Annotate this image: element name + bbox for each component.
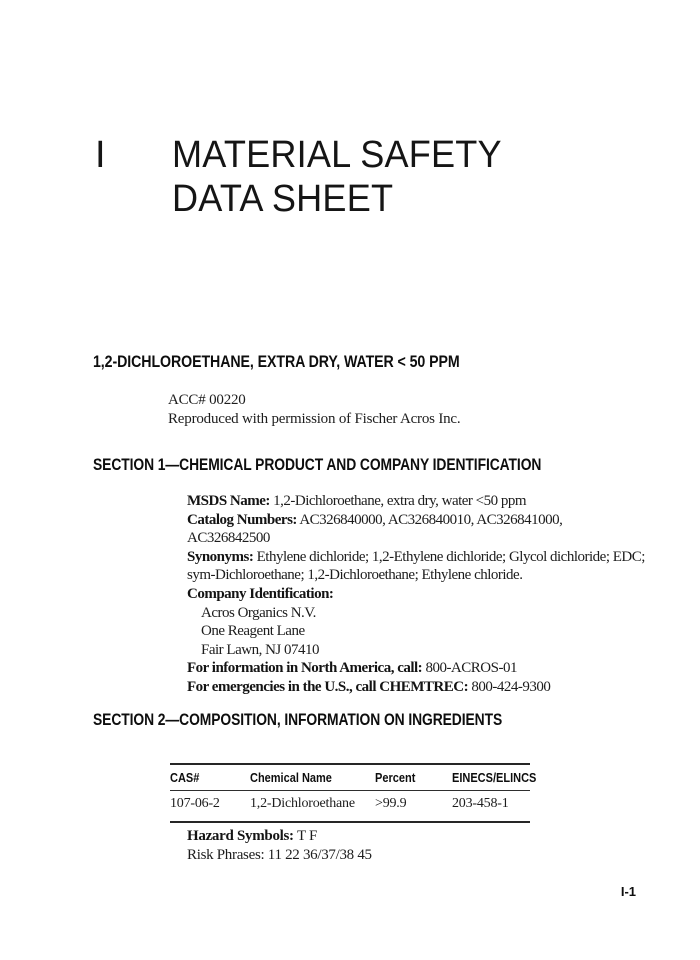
hazard-symbols-value: T F: [293, 828, 318, 844]
chapter-numeral: I: [95, 134, 106, 176]
section2-heading: SECTION 2—COMPOSITION, INFORMATION ON INGREDIENTS: [93, 711, 503, 729]
info-phone-value: 800-ACROS-01: [422, 660, 517, 677]
info-phone-label: For information in North America, call:: [187, 660, 423, 677]
catalog-numbers-value: AC326840000, AC326840010, AC326841000,: [296, 511, 563, 528]
msds-name-line: [187, 492, 645, 511]
col-header-chemical-name: Chemical Name: [250, 771, 332, 785]
section1-heading: SECTION 1—CHEMICAL PRODUCT AND COMPANY IDENTIFICATION: [93, 456, 542, 474]
synonyms-label: Synonyms:: [187, 548, 254, 565]
emergency-phone-label: For emergencies in the U.S., call CHEMTREC:: [187, 678, 469, 695]
company-street: One Reagent Lane: [201, 623, 305, 640]
chapter-title: [172, 133, 502, 221]
catalog-numbers-continuation: AC326842500: [187, 530, 270, 547]
emergency-phone-value: 800-424-9300: [468, 678, 551, 695]
catalog-numbers-label: Catalog Numbers:: [187, 511, 297, 528]
page-number: I-1: [620, 884, 636, 899]
product-meta: [168, 391, 460, 428]
col-header-percent: Percent: [375, 771, 416, 785]
company-name: Acros Organics N.V.: [201, 604, 316, 621]
ingredients-table: [170, 763, 537, 823]
hazard-symbols-label: Hazard Symbols:: [187, 828, 294, 844]
msds-name-value: 1,2-Dichloroethane, extra dry, water <50 ppm: [269, 493, 527, 509]
table-row: [170, 791, 530, 821]
chapter-title-line2: DATA SHEET: [172, 178, 394, 220]
col-header-cas: CAS#: [170, 771, 200, 785]
cell-chemical-name: 1,2-Dichloroethane: [250, 796, 355, 811]
synonyms-line: [187, 548, 645, 567]
company-identification-label: Company Identification:: [187, 585, 334, 602]
cell-einecs: 203-458-1: [452, 796, 509, 811]
permission-note: Reproduced with permission of Fischer Acros Inc.: [168, 410, 461, 427]
risk-phrases-line: Risk Phrases: 11 22 36/37/38 45: [187, 847, 372, 863]
cell-percent: >99.9: [375, 796, 407, 811]
col-header-einecs: EINECS/ELINCS: [452, 771, 537, 785]
info-phone-line: [187, 659, 645, 678]
company-city: Fair Lawn, NJ 07410: [201, 641, 319, 658]
hazard-symbols-line: [187, 827, 372, 846]
cell-cas: 107-06-2: [170, 796, 220, 811]
table-header-row: [170, 765, 537, 791]
catalog-numbers-line: [187, 511, 645, 530]
emergency-phone-line: [187, 678, 645, 697]
product-title: 1,2-DICHLOROETHANE, EXTRA DRY, WATER < 50 PPM: [93, 353, 460, 371]
synonyms-continuation: sym-Dichloroethane; 1,2-Dichloroethane; Ethylene chloride.: [187, 567, 523, 584]
section1-body: [187, 492, 645, 697]
msds-name-label: MSDS Name:: [187, 493, 270, 509]
acc-number: ACC# 00220: [168, 392, 246, 408]
hazard-info: [187, 827, 372, 865]
synonyms-value: Ethylene dichloride; 1,2-Ethylene dichloride; Glycol dichloride; EDC;: [253, 548, 645, 565]
chapter-title-line1: MATERIAL SAFETY: [172, 134, 502, 176]
